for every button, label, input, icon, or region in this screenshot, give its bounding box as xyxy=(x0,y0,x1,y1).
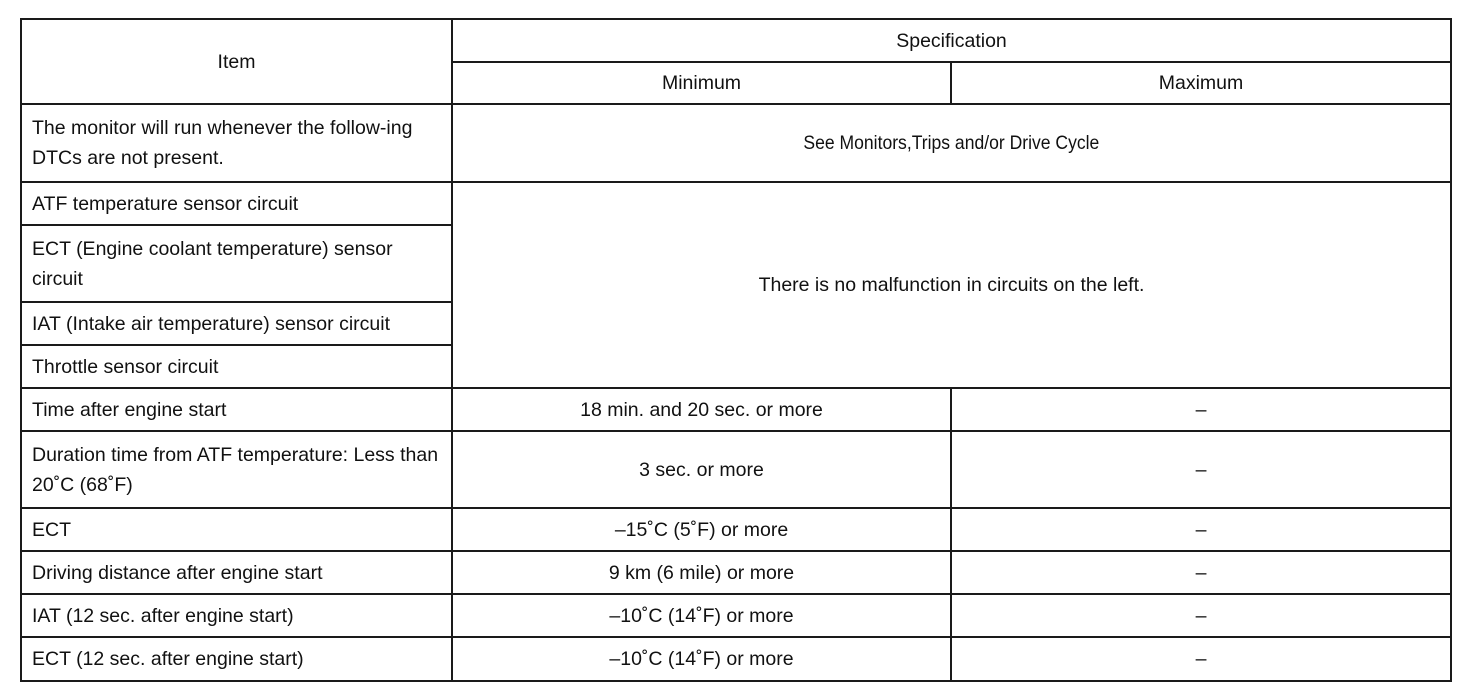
row-max: – xyxy=(951,637,1451,681)
row-min: 18 min. and 20 sec. or more xyxy=(452,388,951,431)
circuit-item: Throttle sensor circuit xyxy=(21,345,452,388)
row-item: IAT (12 sec. after engine start) xyxy=(21,594,452,637)
dtc-condition-spec xyxy=(452,104,1451,182)
row-max: – xyxy=(951,388,1451,431)
row-item: ECT (12 sec. after engine start) xyxy=(21,637,452,681)
row-min: 9 km (6 mile) or more xyxy=(452,551,951,594)
item-header: Item xyxy=(21,19,452,104)
row-max: – xyxy=(951,551,1451,594)
specification-table xyxy=(20,18,1452,682)
row-item: ECT xyxy=(21,508,452,551)
row-max: – xyxy=(951,508,1451,551)
minimum-header: Minimum xyxy=(452,62,951,104)
table-row xyxy=(21,508,1451,551)
circuit-spec: There is no malfunction in circuits on the left. xyxy=(452,182,1451,388)
specification-header: Specification xyxy=(452,19,1451,62)
circuit-item: ECT (Engine coolant temperature) sensor circuit xyxy=(21,225,452,302)
row-item: Duration time from ATF temperature: Less than 20˚C (68˚F) xyxy=(21,431,452,508)
dtc-condition-item: The monitor will run whenever the follow-ing DTCs are not present. xyxy=(21,104,452,182)
maximum-header: Maximum xyxy=(951,62,1451,104)
row-max: – xyxy=(951,431,1451,508)
row-min: –10˚C (14˚F) or more xyxy=(452,637,951,681)
row-item: Driving distance after engine start xyxy=(21,551,452,594)
row-min: –10˚C (14˚F) or more xyxy=(452,594,951,637)
row-min: –15˚C (5˚F) or more xyxy=(452,508,951,551)
table-row xyxy=(21,594,1451,637)
table-row xyxy=(21,431,1451,508)
table-row xyxy=(21,637,1451,681)
dtc-spec-text: See Monitors,Trips and/or Drive Cycle xyxy=(803,132,1100,154)
circuit-item: ATF temperature sensor circuit xyxy=(21,182,452,225)
circuit-item: IAT (Intake air temperature) sensor circuit xyxy=(21,302,452,345)
row-max: – xyxy=(951,594,1451,637)
row-item: Time after engine start xyxy=(21,388,452,431)
row-min: 3 sec. or more xyxy=(452,431,951,508)
table-row xyxy=(21,551,1451,594)
table-row xyxy=(21,388,1451,431)
